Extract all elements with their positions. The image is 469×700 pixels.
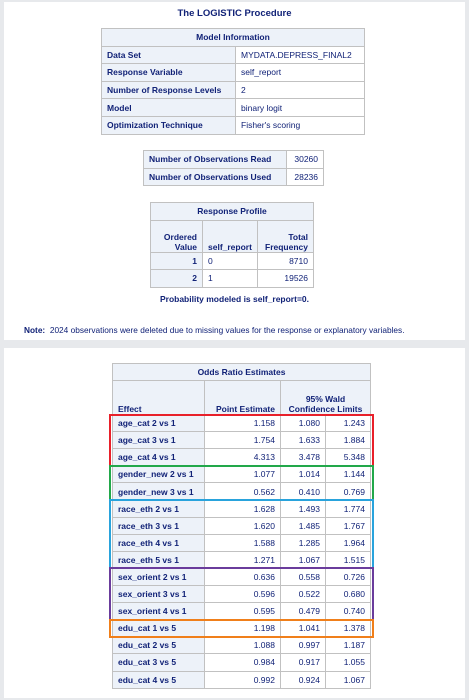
self-report-cell: 0 <box>203 252 258 270</box>
output-panel-top <box>4 2 465 340</box>
lower-limit-cell: 1.067 <box>281 551 326 568</box>
note-text: 2024 observations were deleted due to missing values for the response or explanatory variables. <box>49 325 405 335</box>
effect-cell: age_cat 4 vs 1 <box>113 449 205 466</box>
point-estimate-cell: 0.984 <box>205 654 281 671</box>
upper-limit-cell: 1.964 <box>326 534 371 551</box>
ordered-value-header: Ordered Value <box>151 220 203 252</box>
upper-limit-cell: 1.378 <box>326 620 371 637</box>
response-profile-table <box>150 202 314 288</box>
self-report-header: self_report <box>203 220 258 252</box>
effect-cell: edu_cat 4 vs 5 <box>113 671 205 688</box>
effect-cell: gender_new 2 vs 1 <box>113 466 205 483</box>
lower-limit-cell: 1.493 <box>281 500 326 517</box>
point-estimate-cell: 1.588 <box>205 534 281 551</box>
table-row <box>144 168 324 186</box>
table-row <box>151 252 314 270</box>
point-estimate-cell: 1.628 <box>205 500 281 517</box>
table-row <box>102 81 365 99</box>
point-estimate-header: Point Estimate <box>205 381 281 415</box>
point-estimate-cell: 1.088 <box>205 637 281 654</box>
model-info-label: Data Set <box>102 46 236 64</box>
lower-limit-cell: 0.410 <box>281 483 326 500</box>
table-row <box>113 415 371 432</box>
upper-limit-cell: 5.348 <box>326 449 371 466</box>
table-row <box>113 449 371 466</box>
table-row <box>102 99 365 117</box>
table-row <box>113 603 371 620</box>
effect-cell: gender_new 3 vs 1 <box>113 483 205 500</box>
table-row <box>113 671 371 688</box>
table-row <box>113 586 371 603</box>
model-information-caption: Model Information <box>102 29 365 47</box>
upper-limit-cell: 1.774 <box>326 500 371 517</box>
point-estimate-cell: 0.636 <box>205 568 281 585</box>
ordered-value-cell: 1 <box>151 252 203 270</box>
lower-limit-cell: 1.014 <box>281 466 326 483</box>
lower-limit-cell: 1.285 <box>281 534 326 551</box>
effect-cell: sex_orient 2 vs 1 <box>113 568 205 585</box>
table-row <box>113 620 371 637</box>
lower-limit-cell: 0.997 <box>281 637 326 654</box>
odds-ratio-table <box>112 363 371 689</box>
total-frequency-cell: 19526 <box>258 270 314 288</box>
table-row <box>102 64 365 82</box>
observations-label: Number of Observations Used <box>144 168 287 186</box>
observations-table <box>143 150 324 186</box>
upper-limit-cell: 1.515 <box>326 551 371 568</box>
effect-cell: edu_cat 2 vs 5 <box>113 637 205 654</box>
table-row <box>113 432 371 449</box>
observations-value: 30260 <box>286 151 323 169</box>
lower-limit-cell: 1.080 <box>281 415 326 432</box>
point-estimate-cell: 1.620 <box>205 517 281 534</box>
observations-value: 28236 <box>286 168 323 186</box>
model-info-value: 2 <box>236 81 365 99</box>
table-row <box>102 46 365 64</box>
self-report-cell: 1 <box>203 270 258 288</box>
point-estimate-cell: 0.596 <box>205 586 281 603</box>
lower-limit-cell: 1.041 <box>281 620 326 637</box>
table-row <box>113 637 371 654</box>
lower-limit-cell: 0.522 <box>281 586 326 603</box>
effect-cell: edu_cat 1 vs 5 <box>113 620 205 637</box>
missing-values-note <box>24 325 405 335</box>
point-estimate-cell: 1.077 <box>205 466 281 483</box>
table-row <box>113 466 371 483</box>
point-estimate-cell: 0.992 <box>205 671 281 688</box>
upper-limit-cell: 0.740 <box>326 603 371 620</box>
upper-limit-cell: 1.187 <box>326 637 371 654</box>
upper-limit-cell: 0.680 <box>326 586 371 603</box>
procedure-title: The LOGISTIC Procedure <box>177 8 292 19</box>
upper-limit-cell: 0.769 <box>326 483 371 500</box>
table-row <box>113 534 371 551</box>
table-row <box>113 483 371 500</box>
table-row <box>113 654 371 671</box>
point-estimate-cell: 1.754 <box>205 432 281 449</box>
upper-limit-cell: 1.067 <box>326 671 371 688</box>
lower-limit-cell: 1.485 <box>281 517 326 534</box>
upper-limit-cell: 1.767 <box>326 517 371 534</box>
effect-header: Effect <box>113 381 205 415</box>
effect-cell: race_eth 5 vs 1 <box>113 551 205 568</box>
point-estimate-cell: 0.595 <box>205 603 281 620</box>
model-info-value: MYDATA.DEPRESS_FINAL2 <box>236 46 365 64</box>
upper-limit-cell: 1.884 <box>326 432 371 449</box>
upper-limit-cell: 1.243 <box>326 415 371 432</box>
table-row <box>113 551 371 568</box>
table-row <box>113 500 371 517</box>
table-row <box>151 270 314 288</box>
upper-limit-cell: 0.726 <box>326 568 371 585</box>
note-label: Note: <box>24 325 46 335</box>
model-information-table <box>101 28 365 135</box>
lower-limit-cell: 0.924 <box>281 671 326 688</box>
observations-label: Number of Observations Read <box>144 151 287 169</box>
model-info-label: Model <box>102 99 236 117</box>
model-info-value: self_report <box>236 64 365 82</box>
effect-cell: edu_cat 3 vs 5 <box>113 654 205 671</box>
effect-cell: age_cat 3 vs 1 <box>113 432 205 449</box>
point-estimate-cell: 1.198 <box>205 620 281 637</box>
lower-limit-cell: 1.633 <box>281 432 326 449</box>
effect-cell: sex_orient 3 vs 1 <box>113 586 205 603</box>
total-frequency-cell: 8710 <box>258 252 314 270</box>
model-info-value: binary logit <box>236 99 365 117</box>
effect-cell: race_eth 3 vs 1 <box>113 517 205 534</box>
response-profile-caption: Response Profile <box>151 203 314 221</box>
effect-cell: age_cat 2 vs 1 <box>113 415 205 432</box>
upper-limit-cell: 1.144 <box>326 466 371 483</box>
table-row <box>102 116 365 134</box>
upper-limit-cell: 1.055 <box>326 654 371 671</box>
table-row <box>144 151 324 169</box>
model-info-label: Response Variable <box>102 64 236 82</box>
effect-cell: race_eth 4 vs 1 <box>113 534 205 551</box>
point-estimate-cell: 4.313 <box>205 449 281 466</box>
total-frequency-header: Total Frequency <box>258 220 314 252</box>
table-row <box>113 568 371 585</box>
ordered-value-cell: 2 <box>151 270 203 288</box>
probability-modeled-note: Probability modeled is self_report=0. <box>159 294 310 304</box>
model-info-label: Number of Response Levels <box>102 81 236 99</box>
odds-ratio-caption: Odds Ratio Estimates <box>113 364 371 381</box>
lower-limit-cell: 0.917 <box>281 654 326 671</box>
lower-limit-cell: 0.558 <box>281 568 326 585</box>
effect-cell: race_eth 2 vs 1 <box>113 500 205 517</box>
point-estimate-cell: 0.562 <box>205 483 281 500</box>
table-row <box>113 517 371 534</box>
effect-cell: sex_orient 4 vs 1 <box>113 603 205 620</box>
confidence-limits-header: 95% Wald Confidence Limits <box>281 381 371 415</box>
model-info-value: Fisher's scoring <box>236 116 365 134</box>
point-estimate-cell: 1.271 <box>205 551 281 568</box>
point-estimate-cell: 1.158 <box>205 415 281 432</box>
lower-limit-cell: 0.479 <box>281 603 326 620</box>
model-info-label: Optimization Technique <box>102 116 236 134</box>
lower-limit-cell: 3.478 <box>281 449 326 466</box>
